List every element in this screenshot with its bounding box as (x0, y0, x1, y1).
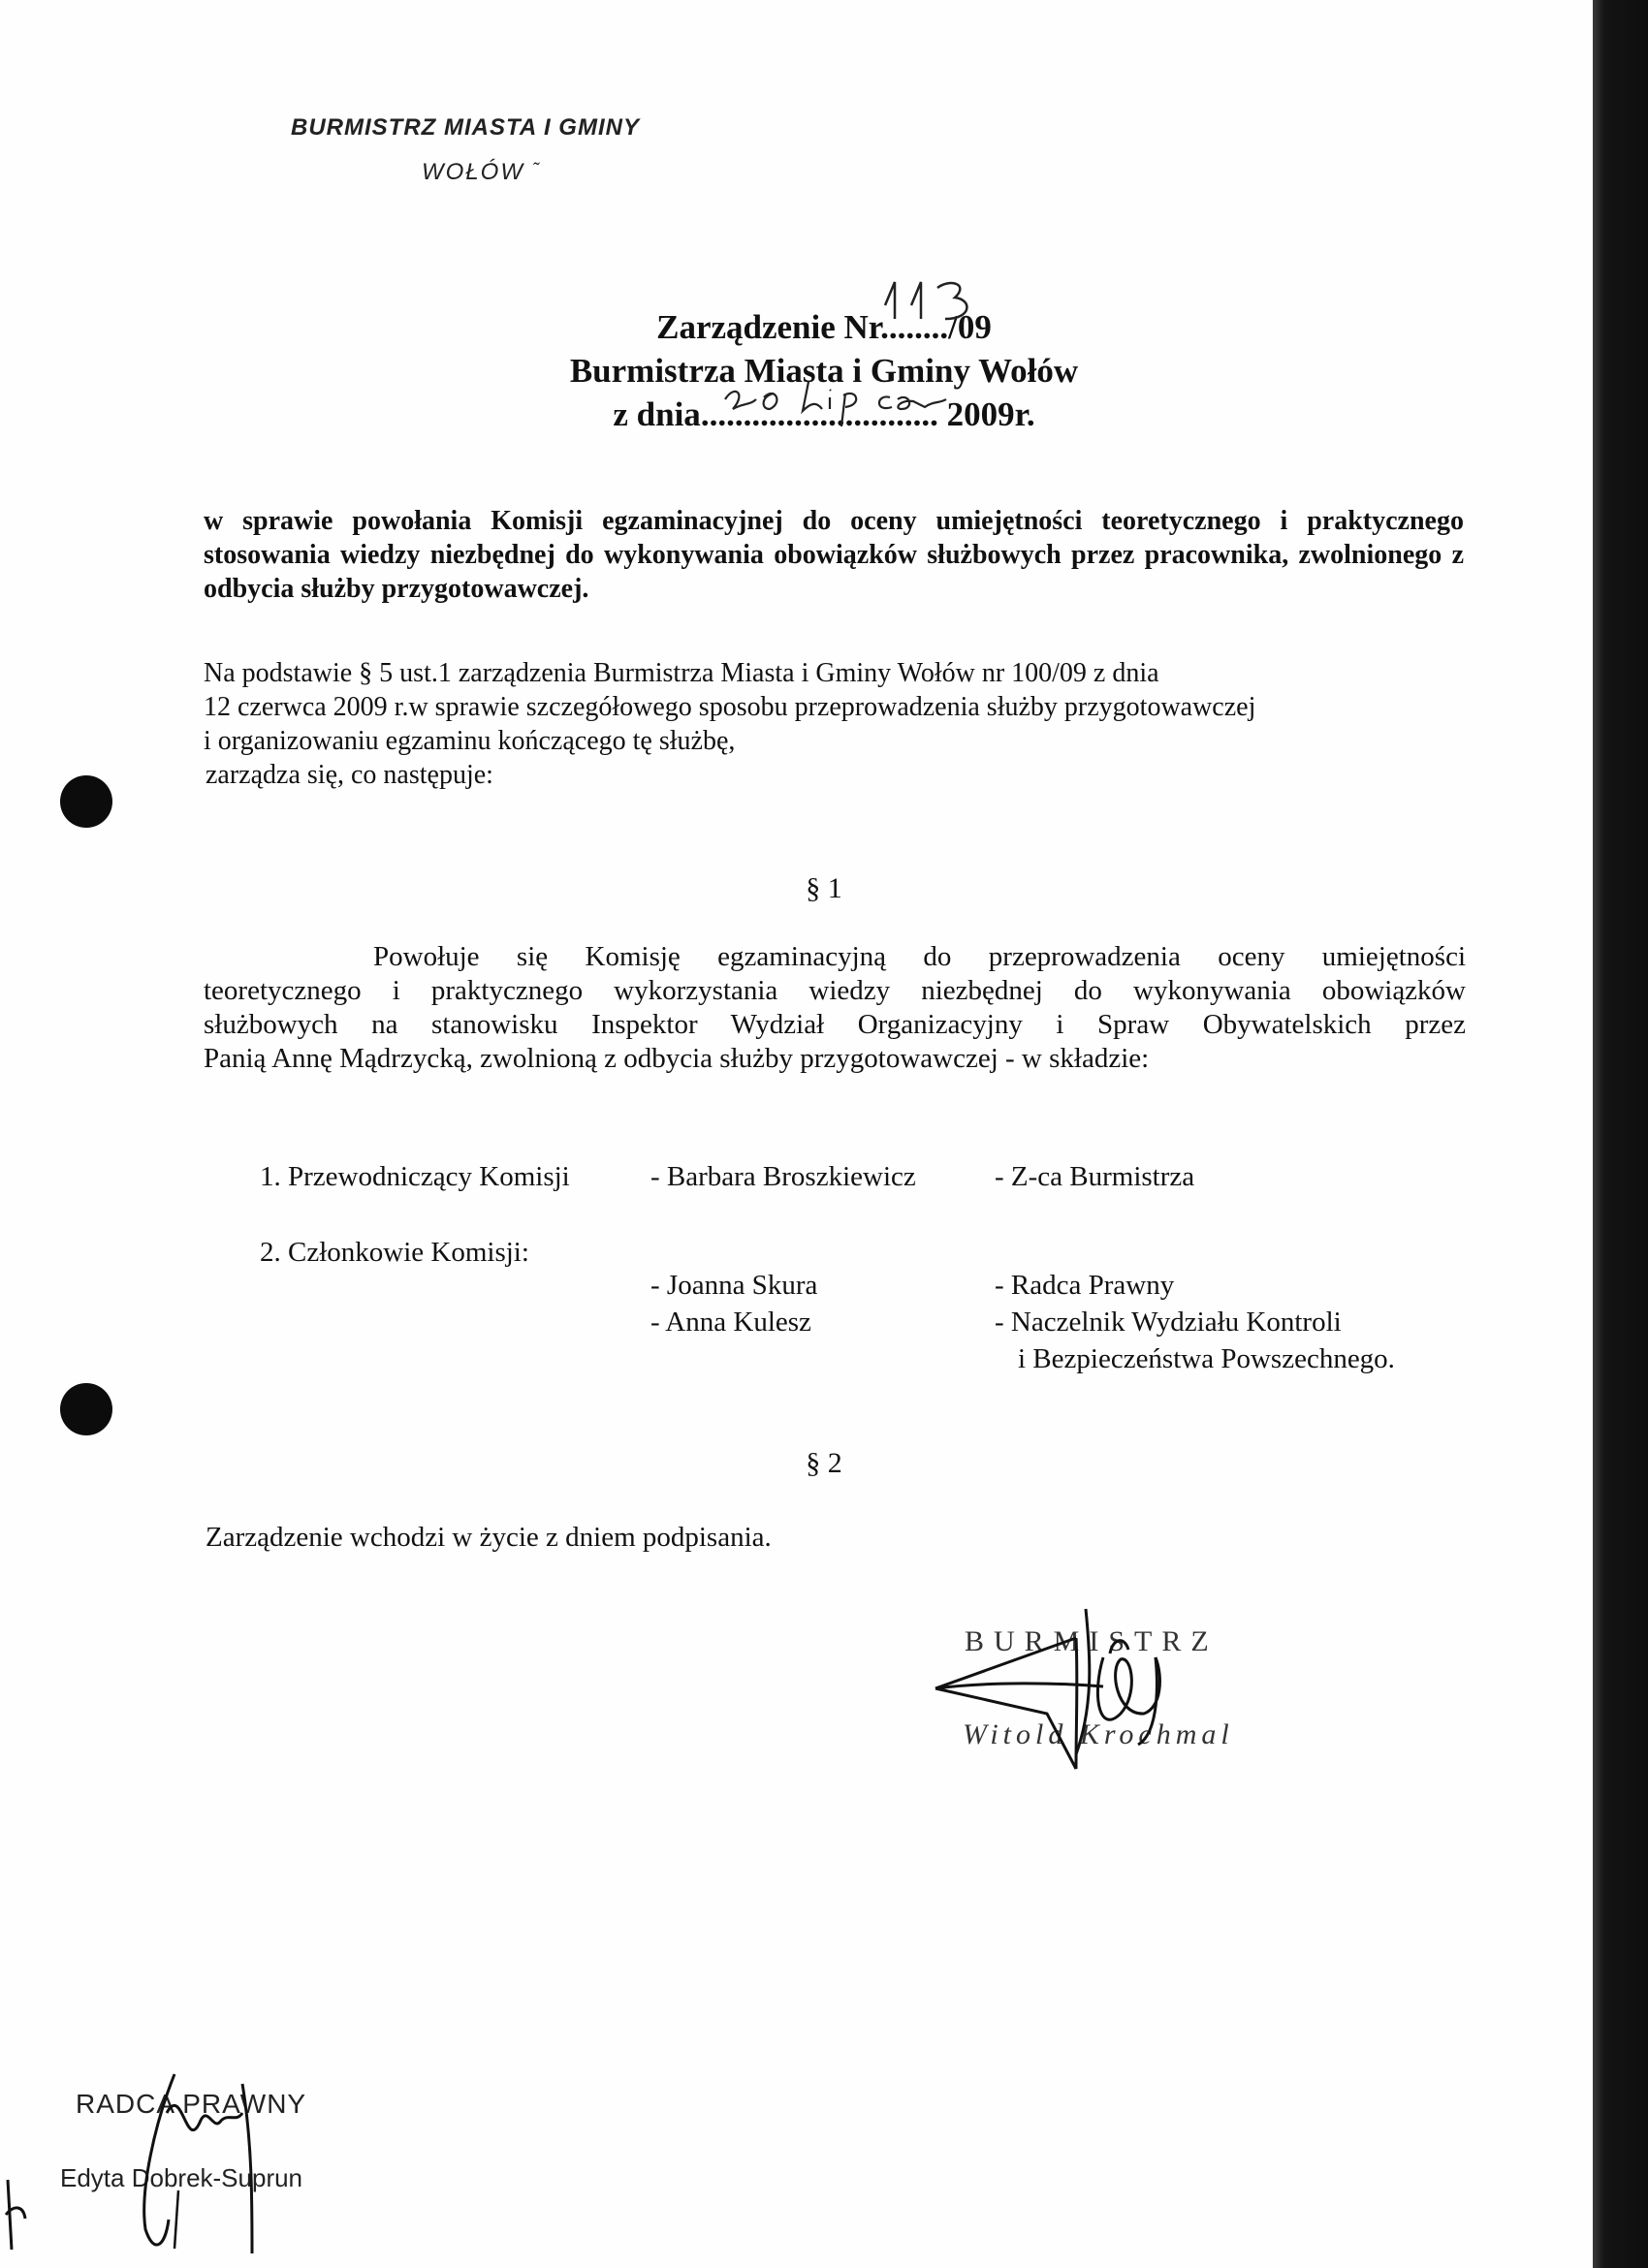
section-1-paragraph (204, 940, 1466, 1076)
header-stamp-line1: BURMISTRZ MIASTA I GMINY (291, 114, 640, 141)
mayor-stamp-title: BURMISTRZ (965, 1625, 1219, 1657)
basis-line-1: Na podstawie § 5 ust.1 zarządzenia Burmistrza Miasta i Gminy Wołów nr 100/09 z dnia (204, 658, 1159, 688)
chair-name: - Barbara Broszkiewicz (650, 1161, 916, 1192)
section-1-line-4: Panią Annę Mądrzycką, zwolnioną z odbycia służby przygotowawczej - w składzie: (204, 1043, 1150, 1074)
punch-hole-top (60, 775, 112, 828)
title-line-1: Zarządzenie Nr......../09 (0, 310, 1648, 344)
basis-line-2: 12 czerwca 2009 r.w sprawie szczegółowego sposobu przeprowadzenia służby przygotowawczej (204, 692, 1256, 722)
section-1-heading: § 1 (806, 872, 842, 904)
legal-stamp-title: RADCA PRAWNY (76, 2089, 307, 2119)
title-line-2: Burmistrza Miasta i Gminy Wołów (569, 352, 1079, 390)
legal-signature (107, 2045, 301, 2268)
chair-role: - Z-ca Burmistrza (995, 1161, 1195, 1192)
chair-label: 1. Przewodniczący Komisji (260, 1161, 570, 1192)
members-label: 2. Członkowie Komisji: (260, 1237, 529, 1268)
member-1-role: - Radca Prawny (995, 1270, 1175, 1301)
member-1-name: - Joanna Skura (650, 1270, 818, 1301)
basis-line-4: zarządza się, co następuje: (206, 760, 493, 790)
basis-line-3: i organizowaniu egzaminu kończącego tę służbę, (204, 726, 736, 756)
legal-stamp-name: Edyta Dobrek-Suprun (60, 2163, 303, 2192)
header-stamp (291, 114, 640, 185)
header-stamp-line2: WOŁÓW ˜ (422, 159, 541, 185)
punch-hole-bottom (60, 1383, 112, 1435)
section-2-text: Zarządzenie wchodzi w życie z dniem podpisania. (206, 1522, 772, 1553)
member-2-role-line-2: i Bezpieczeństwa Powszechnego. (1018, 1343, 1395, 1374)
margin-mark (2, 2176, 31, 2253)
member-2-role-line-1: - Naczelnik Wydziału Kontroli (995, 1307, 1342, 1338)
section-1-line-3: służbowych na stanowisku Inspektor Wydział Organizacyjny i Spraw Obywatelskich przez (204, 1009, 1466, 1040)
title-line-3: z dnia............................ 2009r. (0, 397, 1648, 431)
member-2-name: - Anna Kulesz (650, 1307, 811, 1338)
legal-basis (204, 656, 1464, 792)
mayor-stamp-name: Witold Krochmal (963, 1718, 1234, 1750)
mayor-signature (931, 1599, 1221, 1822)
section-1-line-2: teoretycznego i praktycznego wykorzystania wiedzy niezbędnej do wykonywania obowiązków (204, 975, 1466, 1006)
subject-paragraph: w sprawie powołania Komisji egzaminacyjnej do oceny umiejętności teoretycznego i praktycznego stosowania wiedzy niezbędnej do wykonywania obowiązków służbowych przez pracownika, zwolnionego z odbycia służby przygotowawczej. (204, 506, 1464, 604)
section-2-heading: § 2 (806, 1447, 842, 1479)
section-1-line-1: Powołuje się Komisję egzaminacyjną do przeprowadzenia oceny umiejętności (373, 941, 1466, 972)
